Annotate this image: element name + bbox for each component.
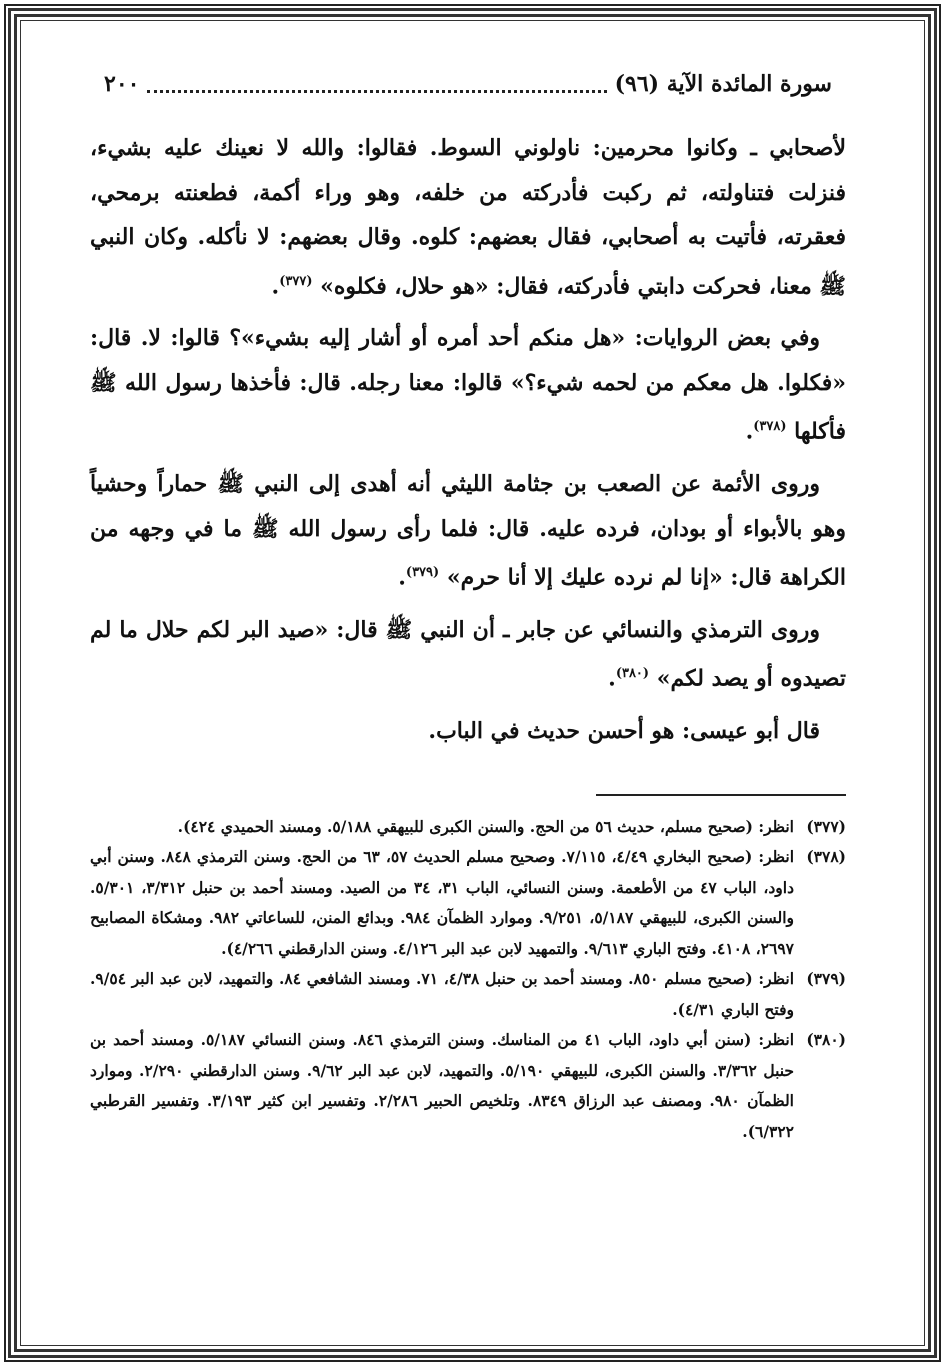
footnote-separator	[596, 794, 846, 796]
footnotes	[90, 812, 846, 1148]
footnote-number: (٣٧٩)	[806, 969, 846, 989]
header-leader-dots	[147, 76, 606, 93]
paragraph-4-text: وروى الترمذي والنسائي عن جابر ـ أن النبي ﷺ قال: «صيد البر لكم حلال ما لم تصيدوه أو يصد لكم»	[90, 616, 846, 692]
main-text	[90, 126, 846, 754]
footnote-ref-380: (٣٨٠)	[615, 666, 650, 682]
footnote-text: انظر: (صحيح مسلم، حديث ٥٦ من الحج. والسنن الكبرى للبيهقي ٥/١٨٨. ومسند الحميدي ٤٢٤).	[177, 816, 794, 836]
footnote-text: انظر: (صحيح البخاري ٤/٤٩، ٧/١١٥. وصحيح مسلم الحديث ٥٧، ٦٣ من الحج. وسنن الترمذي ٨٤٨. وسنن أبي داود، الباب ٤٧ من الأطعمة. وسنن النسائي، الباب ٣١، ٣٤ من الصيد. ومسند أحمد بن حنبل ٣/٣١٢، ٥/٣٠١. والسنن الكبرى، للبيهقي ٥/١٨٧، ٩/٢٥١. وموارد الظمآن ٩٨٤. وبدائع المنن، للساعاتي ٩٨٢. ومشكاة المصابيح ٢٦٩٧، ٤١٠٨. وفتح الباري ٩/٦١٣. والتمهيد لابن عبد البر ٤/١٢٦. وسنن الدارقطني ٤/٢٦٦).	[90, 847, 795, 958]
paragraph-5	[90, 709, 846, 754]
footnote-ref-377: (٣٧٧)	[279, 273, 313, 289]
footnote-number: (٣٧٧)	[806, 816, 846, 836]
paragraph-3-text: وروى الأئمة عن الصعب بن جثامة الليثي أنه أهدى إلى النبي ﷺ حماراً وحشياً وهو بالأبواء أو بودان، فرده عليه. قال: فلما رأى رسول الله ﷺ ما في وجهه من الكراهة قال: «إنا لم نرده عليك إلا أنا حرم»	[90, 471, 846, 591]
footnote-379	[90, 964, 846, 1025]
page	[90, 62, 846, 1302]
footnote-377	[90, 812, 846, 843]
paragraph-1-text: لأصحابي ـ وكانوا محرمين: ناولوني السوط. فقالوا: والله لا نعينك عليه بشيء، فنزلت فتناولته، ثم ركبت فأدركته من خلفه، وهو وراء أكمة، فطعنته برمحي، فعقرته، فأتيت به أصحابي، فقال بعضهم: كلوه. وقال بعضهم: لا نأكله. وكان النبي ﷺ معنا، فحركت دابتي فأدركته، فقال: «هو حلال، فكلوه»	[90, 135, 846, 299]
paragraph-2-text: وفي بعض الروايات: «هل منكم أحد أمره أو أشار إليه بشيء»؟ قالوا: لا. قال: «فكلوا. هل معكم من لحمه شيء؟» قالوا: معنا رجله. قال: فأخذها رسول الله ﷺ فأكلها	[90, 325, 846, 445]
footnote-number: (٣٨٠)	[806, 1030, 846, 1050]
footnote-ref-378: (٣٧٨)	[753, 419, 787, 435]
paragraph-5-text: قال أبو عيسى: هو أحسن حديث في الباب.	[428, 718, 820, 745]
paragraph-3: وروى الأئمة عن الصعب بن جثامة الليثي أنه أهدى إلى النبي ﷺ حماراً وحشياً وهو بالأبواء أو بودان، فرده عليه. قال: فلما رأى رسول الله ﷺ ما في وجهه من الكراهة قال: «إنا لم نرده عليك إلا أنا حرم» $^{(٣٧٩)}$.	[90, 471, 846, 591]
footnote-number: (٣٧٨)	[806, 847, 846, 867]
footnote-380	[90, 1025, 846, 1147]
paragraph-1: لأصحابي ـ وكانوا محرمين: ناولوني السوط. فقالوا: والله لا نعينك عليه بشيء، فنزلت فتناولته، ثم ركبت فأدركته من خلفه، وهو وراء أكمة، فطعنته برمحي، فعقرته، فأتيت به أصحابي، فقال بعضهم: كلوه. وقال بعضهم: لا نأكله. وكان النبي ﷺ معنا، فحركت دابتي فأدركته، فقال: «هو حلال، فكلوه» $^{(٣٧٧)}$.	[90, 135, 846, 299]
paragraph-4: وروى الترمذي والنسائي عن جابر ـ أن النبي ﷺ قال: «صيد البر لكم حلال ما لم تصيدوه أو يصد لكم» $^{(٣٨٠)}$.	[90, 616, 846, 692]
page-number: ٢٠٠	[104, 71, 140, 97]
chapter-title: سورة المائدة الآية (٩٦)	[614, 71, 832, 97]
footnote-378	[90, 842, 846, 964]
footnote-ref-379: (٣٧٩)	[405, 565, 440, 581]
footnote-text: انظر: (صحيح مسلم ٨٥٠. ومسند أحمد بن حنبل ٤/٣٨، ٧١. ومسند الشافعي ٨٤. والتمهيد، لابن عبد البر ٩/٥٤. وفتح الباري ٤/٣١).	[90, 969, 795, 1019]
running-header	[90, 62, 846, 106]
footnote-text: انظر: (سنن أبي داود، الباب ٤١ من المناسك. وسنن الترمذي ٨٤٦. وسنن النسائي ٥/١٨٧. ومسند أحمد بن حنبل ٣/٣٦٢. والسنن الكبرى، للبيهقي ٥/١٩٠. والتمهيد، لابن عبد البر ٩/٦٢. وسنن الدارقطني ٢/٢٩٠. وموارد الظمآن ٩٨٠. ومصنف عبد الرزاق ٨٣٤٩. وتلخيص الحبير ٢/٢٨٦. وتفسير ابن كثير ٣/١٩٣. وتفسير القرطبي ٦/٣٢٢).	[90, 1030, 795, 1141]
paragraph-2: وفي بعض الروايات: «هل منكم أحد أمره أو أشار إليه بشيء»؟ قالوا: لا. قال: «فكلوا. هل معكم من لحمه شيء؟» قالوا: معنا رجله. قال: فأخذها رسول الله ﷺ فأكلها $^{(٣٧٨)}$.	[90, 325, 846, 445]
